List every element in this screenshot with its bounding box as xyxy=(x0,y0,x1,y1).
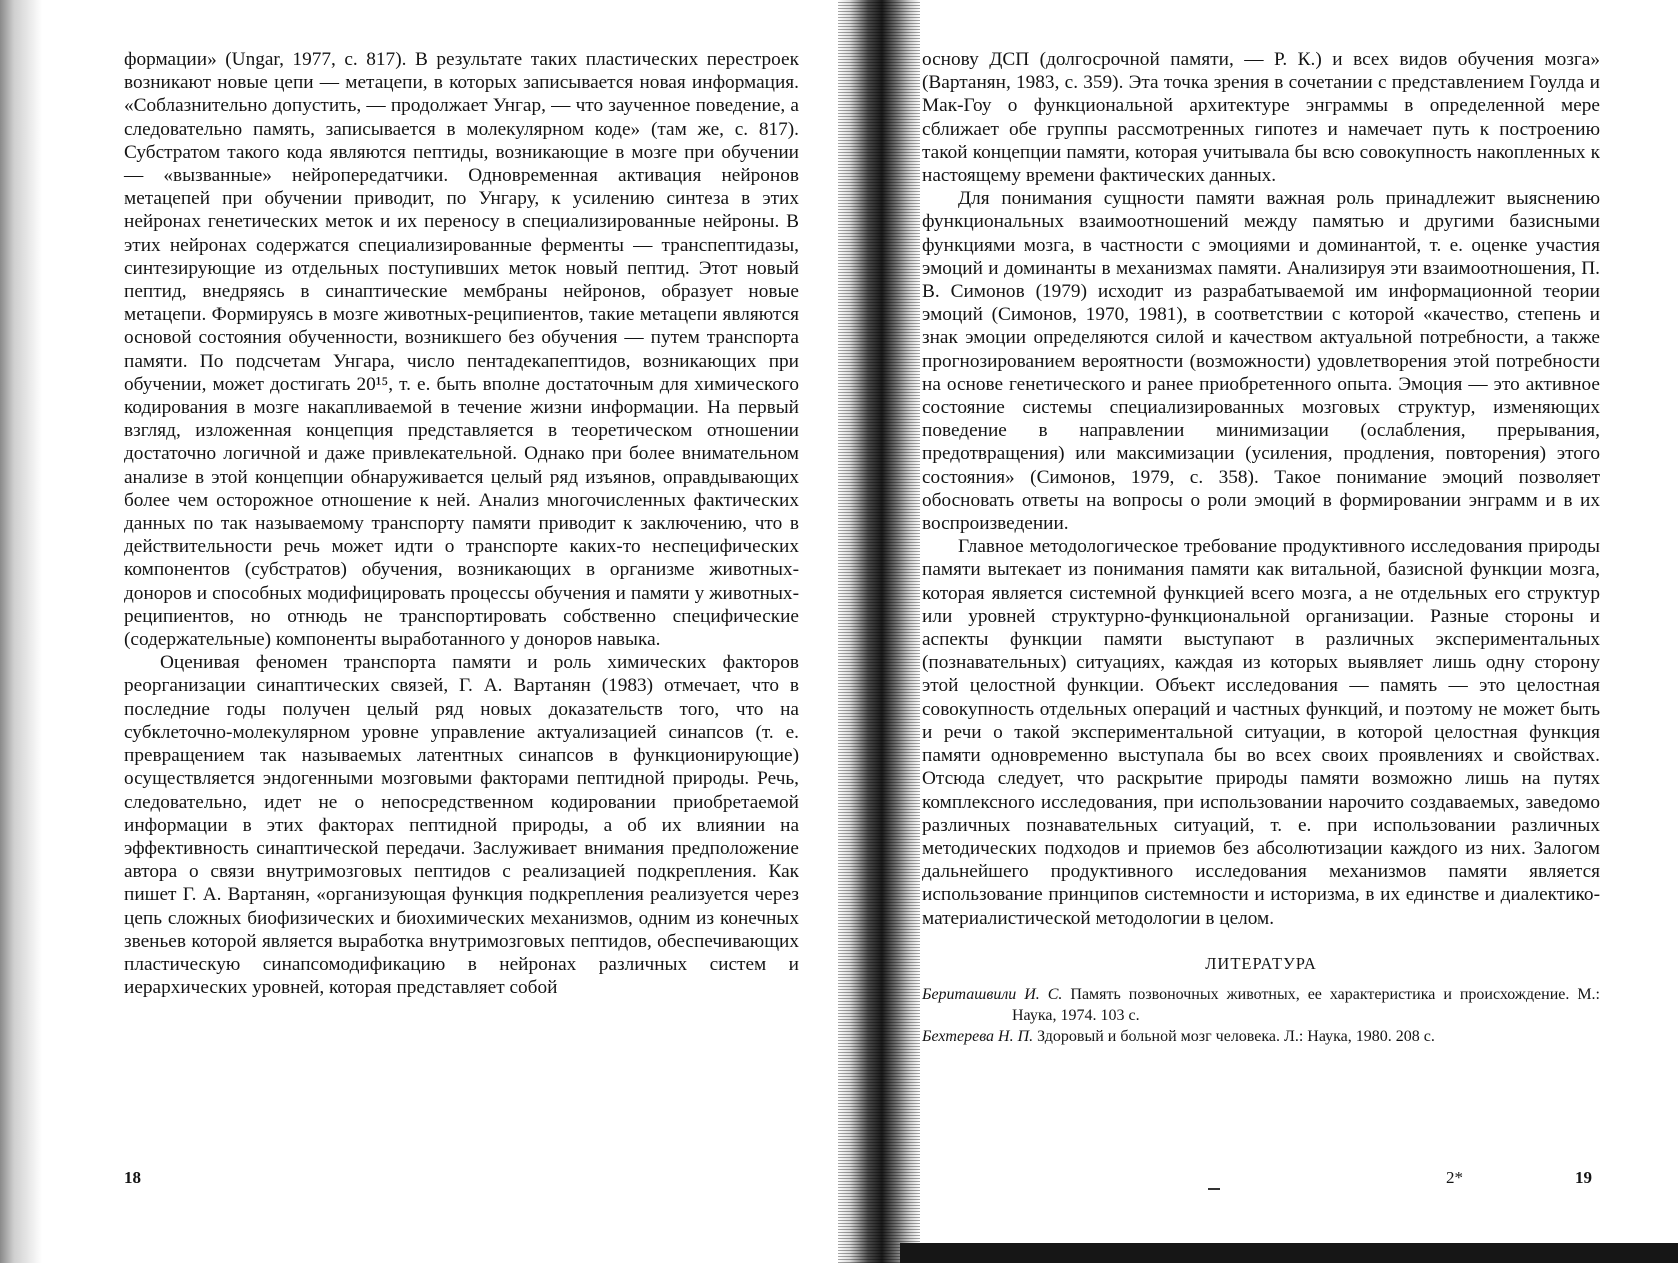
right-paragraph-1: основу ДСП (долгосрочной памяти, — Р. К.) и всех видов обучения мозга» (Вартанян, 1983, с. 359). Эта точка зрения в сочетании с представлением Гоулда и Мак-Гоу о функциональной архитектуре энграммы в определенной мере сближает обе группы рассмотренных гипотез и намечает путь к построению такой концепции памяти, которая учитывала бы всю совокупность накопленных к настоящему времени фактических данных. xyxy=(922,49,1600,187)
right-page-number: 19 xyxy=(1575,1168,1592,1187)
left-page-number: 18 xyxy=(124,1168,141,1187)
reference-text: Здоровый и больной мозг человека. Л.: Наука, 1980. 208 с. xyxy=(1033,1027,1435,1045)
stray-dash-mark xyxy=(1208,1188,1220,1190)
signature-mark: 2* xyxy=(1446,1168,1463,1187)
right-paragraph-3: Главное методологическое требование продуктивного исследования природы памяти вытекает из понимания памяти как витальной, базисной функции мозга, которая является системной функцией всего мозга, а не отдельных его структур или уровней структурно-функциональной организации. Разные стороны и аспекты функции памяти выступают в различных экспериментальных (познавательных) ситуациях, каждая из которых выявляет лишь одну сторону этой целостной функции. Объект исследования — память — это целостная совокупность отдельных операций и частных функций, и поэтому не может быть и речи о такой экспериментальной ситуации, в которой целостная функция памяти одновременно выступала бы во всех своих проявлениях и свойствах. Отсюда следует, что раскрытие природы памяти возможно лишь на путях комплексного исследования, при использовании нарочито создаваемых, заведомо различных познавательных ситуаций, т. е. при использовании различных методических подходов и приемов без абсолютизации каждого из них. Залогом дальнейшего продуктивного исследования механизмов памяти является использование принципов системности и историзма, в их единстве и диалектико-материалистической методологии в целом. xyxy=(922,536,1600,929)
right-page xyxy=(922,48,1600,1047)
left-paragraph-1: формации» (Ungar, 1977, с. 817). В результате таких пластических перестроек возникают новые цепи — метацепи, в которых записывается новая информация. «Соблазнительно допустить, — продолжает Унгар, — что заученное поведение, а следовательно память, записывается в молекулярном коде» (там же, с. 817). Субстратом такого кода являются пептиды, возникающие в мозге при обучении — «вызванные» нейропередатчики. Одновременная активация нейронов метацепей при обучении приводит, по Унгару, к усилению синтеза в этих нейронах генетических меток и их переносу в специализированные нейроны. В этих нейронах содержатся специализированные ферменты — транспептидазы, синтезирующие из отдельных поступивших меток новый пептид. Этот новый пептид, внедряясь в синаптические мембраны нейронов, образует новые метацепи. Формируясь в мозге животных-реципиентов, такие метацепи являются основой состояния обученности, возникшего без обучения — путем транспорта памяти. По подсчетам Унгара, число пентадекапептидов, возникающих при обучении, может достигать 20¹⁵, т. е. быть вполне достаточным для химического кодирования в мозге накапливаемой в течение жизни информации. На первый взгляд, изложенная концепция представляется в теоретическом отношении достаточно логичной и даже привлекательной. Однако при более внимательном анализе в этой концепции обнаруживается целый ряд изъянов, оправдывающих более чем осторожное отношение к ней. Анализ многочисленных фактических данных по так называемому транспорту памяти приводит к заключению, что в действительности речь может идти о транспорте каких-то неспецифических компонентов (субстратов) обучения, возникающих в организме животных-доноров и способных модифицировать процессы обучения и памяти у животных-реципиентов, но отнюдь не транспортировать собственно специфические (содержательные) компоненты выработанного у доноров навыка. xyxy=(124,49,799,651)
left-paragraph-2: Оценивая феномен транспорта памяти и роль химических факторов реорганизации синаптических связей, Г. А. Вартанян (1983) отмечает, что в последние годы получен целый ряд новых доказательств того, что на субклеточно-молекулярном уровне управление актуализацией синапсов (т. е. превращением так называемых латентных синапсов в функционирующие) осуществляется эндогенными мозговыми факторами пептидной природы. Речь, следовательно, идет не о непосредственном кодировании приобретаемой информации в этих факторах пептидной природы, а об их влиянии на эффективность синаптической передачи. Заслуживает внимания предположение автора о связи внутримозговых пептидов с реализацией подкрепления. Как пишет Г. А. Вартанян, «организующая функция подкрепления реализуется через цепь сложных биофизических и биохимических механизмов, одним из конечных звеньев которой является выработка внутримозговых пептидов, обеспечивающих пластическую синапсомодификацию в нейронах различных систем и иерархических уровней, которая представляет собой xyxy=(124,652,799,999)
right-paragraph-2: Для понимания сущности памяти важная роль принадлежит выяснению функциональных взаимоотношений между памятью и другими базисными функциями мозга, в частности с эмоциями и доминантой, т. е. оценке участия эмоций и доминанты в механизмах памяти. Анализируя эти взаимоотношения, П. В. Симонов (1979) исходит из разрабатываемой им информационной теории эмоций (Симонов, 1970, 1981), в соответствии с которой «качество, степень и знак эмоции определяются силой и качеством актуальной потребности, а также прогнозированием вероятности (возможности) удовлетворения этой потребности на основе генетического и ранее приобретенного опыта. Эмоция — это активное состояние системы специализированных мозговых структур, изменяющих поведение в направлении минимизации (ослабления, прерывания, предотвращения) или максимизации (усиления, продления, повторения) этого состояния» (Симонов, 1979, с. 358). Такое понимание эмоций позволяет обосновать ответы на вопросы о роли эмоций в формировании энграмм и в их воспроизведении. xyxy=(922,188,1600,535)
reference-item-2 xyxy=(922,1026,1600,1047)
book-gutter-shadow xyxy=(838,0,920,1263)
page-edge-shadow xyxy=(0,0,42,1263)
references-heading: ЛИТЕРАТУРА xyxy=(1205,953,1317,973)
scan-bottom-edge xyxy=(900,1243,1678,1263)
reference-author: Бериташвили И. С. xyxy=(922,985,1063,1003)
reference-author: Бехтерева Н. П. xyxy=(922,1027,1034,1045)
reference-text: Память позвоночных животных, ее характеристика и происхождение. М.: Наука, 1974. 103 с. xyxy=(1012,985,1601,1024)
left-page xyxy=(124,48,799,999)
reference-item-1 xyxy=(922,984,1600,1026)
